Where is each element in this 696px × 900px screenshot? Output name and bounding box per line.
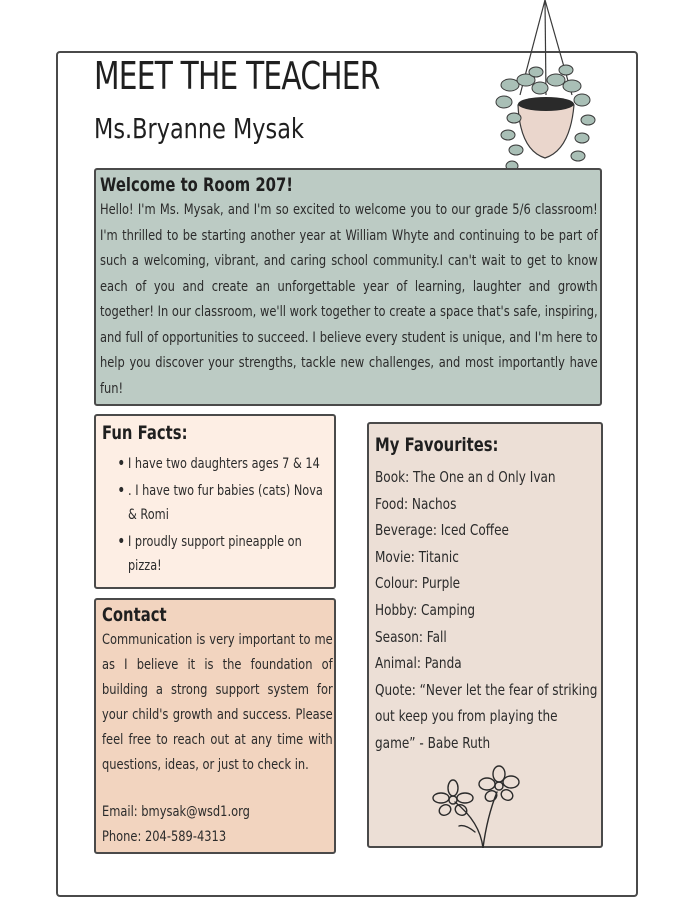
list-item: Hobby: Camping <box>375 600 476 619</box>
contact-body: Communication is very important to me as I believe it is the foundation of building a strong support system for your child's growth and success. Please feel free to reach out at any time with questions, ideas, or just to check in. <box>102 632 333 773</box>
list-item: Animal: Panda <box>375 654 462 673</box>
contact-text <box>102 628 333 850</box>
fun-facts-title: Fun Facts: <box>102 422 188 444</box>
contact-title: Contact <box>102 604 167 626</box>
list-item: • I have two daughters ages 7 & 14 <box>128 452 331 477</box>
contact-phone[interactable]: Phone: 204-589-4313 <box>102 829 227 845</box>
contact-email[interactable]: Email: bmysak@wsd1.org <box>102 804 250 820</box>
welcome-body: Hello! I'm Ms. Mysak, and I'm so excited to welcome you to our grade 5/6 classroom! I'm thrilled to be starting another year at William Whyte and continuing to be part of such a welcoming, vibrant, and caring school community.I can't wait to get to know each of you and create an unforgettable year of learning, laughter and growth together! In our classroom, we'll work together to create a space that's safe, inspiring, and full of opportunities to succeed. I believe every student is unique, and I'm here to help you discover your strengths, tackle new challenges, and most importantly have fun! <box>100 202 598 397</box>
fun-facts-list <box>102 452 328 579</box>
favourites-title: My Favourites: <box>375 434 499 456</box>
fun-facts-section <box>94 414 336 589</box>
list-item: Book: The One an d Only Ivan <box>375 468 556 486</box>
list-item: Quote: “Never let the fear of striking out keep you from playing the game” - Babe Ruth <box>375 680 598 752</box>
list-item: • . I have two fur babies (cats) Nova & Romi <box>128 479 331 528</box>
list-item: Food: Nachos <box>375 494 457 513</box>
contact-section <box>94 598 336 854</box>
list-item: Movie: Titanic <box>375 547 459 566</box>
flowers-icon <box>425 762 535 848</box>
favourites-list <box>375 464 598 757</box>
teacher-name: Ms.Bryanne Mysak <box>94 112 304 145</box>
list-item: Colour: Purple <box>375 574 461 593</box>
list-item: Season: Fall <box>375 627 447 646</box>
welcome-title: Welcome to Room 207! <box>100 174 294 196</box>
list-item: • I proudly support pineapple on pizza! <box>128 530 331 579</box>
list-item: Beverage: Iced Coffee <box>375 521 509 540</box>
welcome-section <box>94 168 602 406</box>
page-title: MEET THE TEACHER <box>94 54 380 98</box>
